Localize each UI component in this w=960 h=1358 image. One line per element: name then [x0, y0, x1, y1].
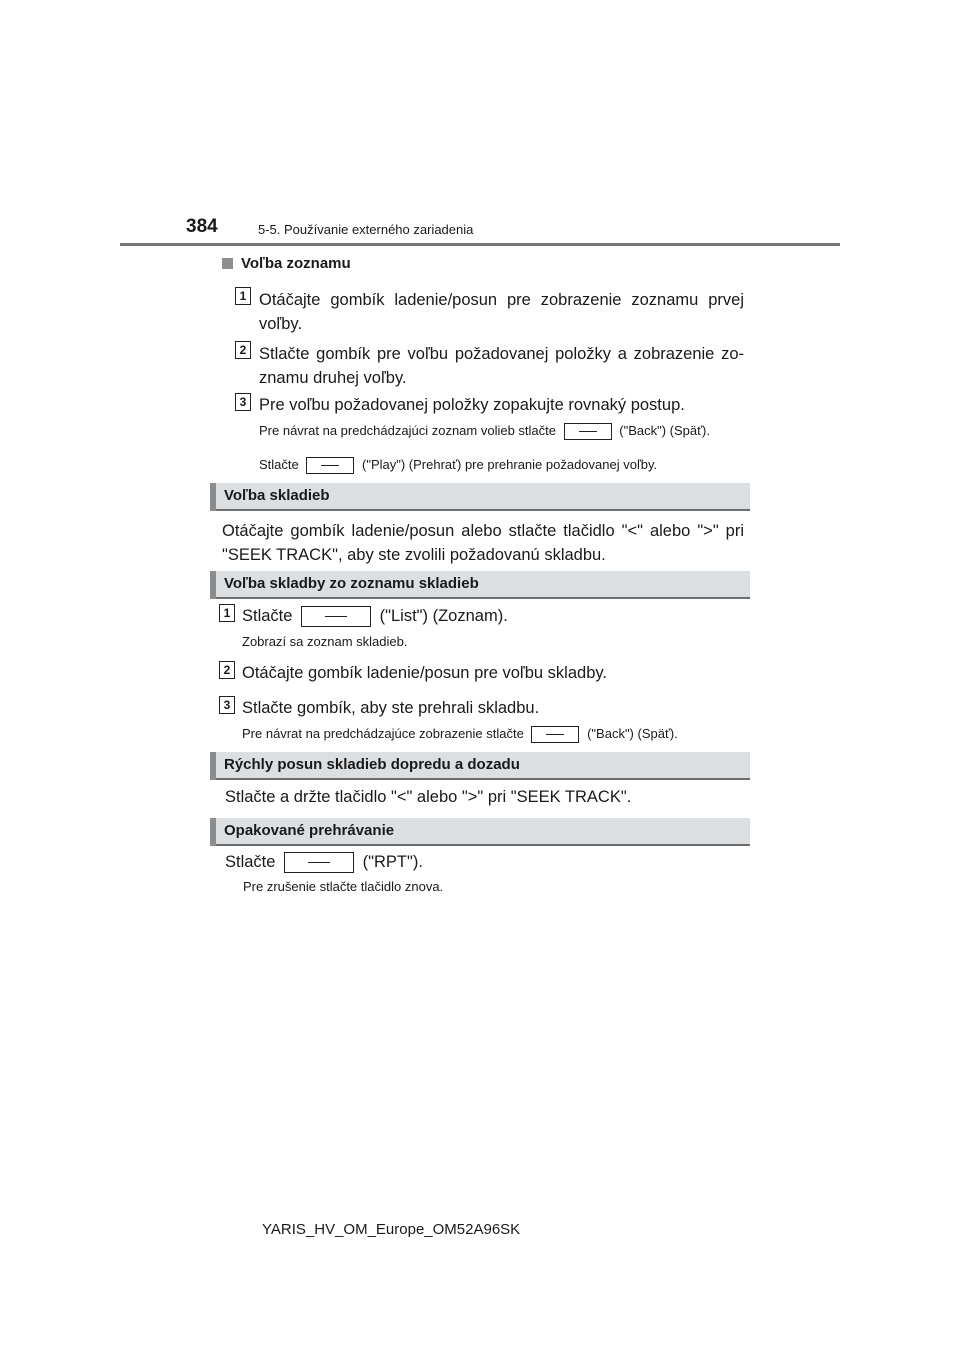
chapter-title: 5-5. Používanie externého zariadenia	[258, 222, 474, 237]
play-button-icon	[306, 457, 354, 474]
step-text: Stlačte gombík pre voľbu požadovanej položky a zobrazenie zo-znamu druhej voľby.	[259, 345, 744, 387]
list-button-icon	[301, 606, 371, 627]
section-header-track-selection	[210, 483, 750, 511]
paragraph-part: ("RPT").	[362, 853, 423, 871]
step-text: Pre voľbu požadovanej položky zopakujte rovnaký postup.	[259, 396, 685, 414]
section-title: Rýchly posun skladieb dopredu a dozadu	[224, 756, 520, 773]
section-title: Voľba skladieb	[224, 487, 330, 504]
step-text: Otáčajte gombík ladenie/posun pre zobrazenie zoznamu prvej voľby.	[259, 291, 744, 333]
step-badge: 1	[219, 604, 235, 622]
step-text: Stlačte gombík, aby ste prehrali skladbu.	[242, 699, 540, 717]
step-text	[242, 604, 742, 628]
step-badge: 3	[235, 393, 251, 411]
note-text: ("Back") (Späť).	[619, 423, 710, 438]
section-bar	[210, 752, 216, 780]
section-bar	[210, 818, 216, 846]
note-text: Pre návrat na predchádzajúce zobrazenie stlačte	[242, 726, 524, 741]
step-note: Zobrazí sa zoznam skladieb.	[242, 634, 408, 649]
step-text-part: ("List") (Zoznam).	[379, 607, 508, 625]
document-id: YARIS_HV_OM_Europe_OM52A96SK	[262, 1221, 521, 1238]
step-badge: 1	[235, 287, 251, 305]
step-note	[242, 726, 747, 743]
step-note	[259, 423, 744, 440]
section-header-repeat	[210, 818, 750, 846]
note-text: Pre návrat na predchádzajúci zoznam volieb stlačte	[259, 423, 556, 438]
note-text: Stlačte	[259, 457, 299, 472]
section-bar	[210, 483, 216, 511]
section-title: Voľba skladby zo zoznamu skladieb	[224, 575, 479, 592]
back-button-icon	[531, 726, 579, 743]
subheading-text: Voľba zoznamu	[241, 255, 351, 272]
page-number: 384	[186, 216, 218, 237]
subheading-list-selection	[222, 255, 351, 272]
paragraph-part: Stlačte	[225, 853, 276, 871]
step-badge: 2	[235, 341, 251, 359]
square-bullet-icon	[222, 258, 233, 269]
step-badge: 2	[219, 661, 235, 679]
step-badge: 3	[219, 696, 235, 714]
step-note	[259, 457, 744, 474]
paragraph: Otáčajte gombík ladenie/posun alebo stlačte tlačidlo "<" alebo ">" pri "SEEK TRACK", aby ste zvolili požadovanú skladbu.	[222, 522, 744, 564]
section-title: Opakované prehrávanie	[224, 822, 395, 839]
back-button-icon	[564, 423, 612, 440]
header-divider	[120, 243, 840, 246]
paragraph: Stlačte a držte tlačidlo "<" alebo ">" pri "SEEK TRACK".	[225, 788, 632, 806]
step-text: Otáčajte gombík ladenie/posun pre voľbu skladby.	[242, 664, 607, 682]
note-text: ("Play") (Prehrať) pre prehranie požadovanej voľby.	[362, 457, 658, 472]
paragraph-note: Pre zrušenie stlačte tlačidlo znova.	[243, 879, 444, 894]
paragraph	[225, 850, 747, 874]
note-text: ("Back") (Späť).	[587, 726, 678, 741]
section-header-track-list	[210, 571, 750, 599]
rpt-button-icon	[284, 852, 354, 873]
section-bar	[210, 571, 216, 599]
section-header-fast-seek	[210, 752, 750, 780]
step-text-part: Stlačte	[242, 607, 293, 625]
